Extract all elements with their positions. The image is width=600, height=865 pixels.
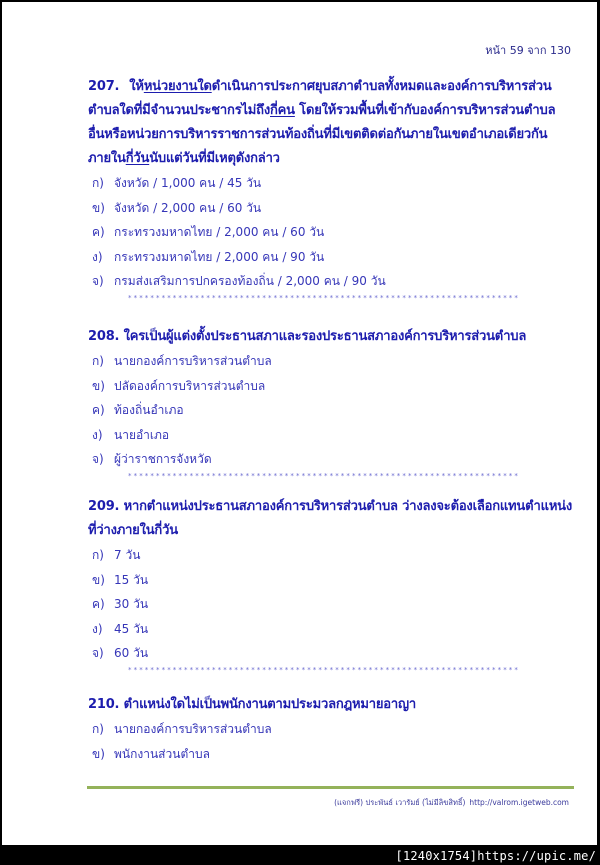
- separator-stars: **********************************************************************: [128, 293, 520, 302]
- option-list: [88, 543, 574, 666]
- option-label: ก): [92, 176, 104, 190]
- option-e: [92, 269, 574, 294]
- option-e: [92, 447, 574, 472]
- question-title: [88, 325, 574, 349]
- title-text: ตำบลใดที่มีจำนวนประชากรไม่ถึง: [88, 103, 270, 118]
- option-label: ค): [92, 597, 105, 611]
- separator-stars: **********************************************************************: [128, 665, 520, 674]
- question-title-line: [88, 99, 574, 123]
- image-watermark: [1240x1754]https://upic.me/: [395, 849, 596, 863]
- question-title-line: [88, 75, 574, 99]
- question-number: 207.: [88, 79, 120, 94]
- title-text: ใครเป็นผู้แต่งตั้งประธานสภาและรองประธานสภาองค์การบริหารส่วนตำบล: [123, 329, 527, 344]
- option-text: กรมส่งเสริมการปกครองท้องถิ่น / 2,000 คน / 90 วัน: [114, 274, 386, 288]
- footer-divider: [87, 786, 574, 789]
- option-label: ง): [92, 427, 103, 442]
- option-text: พนักงานส่วนตำบล: [114, 746, 210, 761]
- title-underlined-text: หน่วยงานใด: [143, 79, 212, 94]
- option-list: [88, 717, 574, 766]
- separator-stars: **********************************************************************: [128, 471, 520, 480]
- option-text: นายอำเภอ: [114, 427, 170, 442]
- question-210: [88, 693, 574, 766]
- option-d: [92, 423, 574, 448]
- footer-url[interactable]: http://valrom.igetweb.com: [469, 798, 569, 807]
- option-text: นายกองค์การบริหารส่วนตำบล: [114, 722, 272, 736]
- option-a: [92, 349, 574, 374]
- question-title: [88, 693, 574, 717]
- title-text: โดยให้รวมพื้นที่เข้ากับองค์การบริหารส่วนตำบล: [294, 103, 556, 118]
- option-label: ข): [92, 200, 105, 215]
- option-label: จ): [92, 646, 104, 660]
- question-207: [88, 75, 574, 303]
- option-label: ข): [92, 746, 105, 761]
- title-text: หากตำแหน่งประธานสภาองค์การบริหารส่วนตำบล ว่างลงจะต้องเลือกแทนตำแหน่ง: [123, 499, 573, 514]
- option-text: กระทรวงมหาดไทย / 2,000 คน / 60 วัน: [114, 225, 325, 239]
- option-c: [92, 398, 574, 423]
- option-text: นายกองค์การบริหารส่วนตำบล: [114, 354, 272, 368]
- option-a: [92, 543, 574, 568]
- title-underlined-text: กี่คน: [270, 103, 295, 118]
- option-d: [92, 617, 574, 642]
- option-list: [88, 171, 574, 294]
- title-text: ให้: [129, 79, 144, 94]
- footer-credit: [334, 797, 569, 809]
- option-text: กระทรวงมหาดไทย / 2,000 คน / 90 วัน: [114, 249, 325, 264]
- option-list: [88, 349, 574, 472]
- question-title-line: ที่ว่างภายในกี่วัน: [88, 523, 178, 538]
- question-number: 209.: [88, 499, 120, 514]
- option-text: 30 วัน: [114, 597, 149, 611]
- option-text: ปลัดองค์การบริหารส่วนตำบล: [114, 378, 266, 393]
- title-text: ดำเนินการประกาศยุบสภาตำบลทั้งหมดและองค์การบริหารส่วน: [211, 79, 552, 94]
- option-d: [92, 245, 574, 270]
- question-number: 210.: [88, 697, 120, 712]
- option-label: ก): [92, 722, 104, 736]
- option-b: [92, 568, 574, 593]
- option-label: ค): [92, 225, 105, 239]
- option-text: 15 วัน: [114, 572, 149, 587]
- option-b: [92, 742, 574, 767]
- title-underlined-text: กี่วัน: [125, 151, 150, 166]
- option-label: จ): [92, 452, 104, 466]
- option-text: จังหวัด / 2,000 คน / 60 วัน: [114, 200, 262, 215]
- option-label: ค): [92, 403, 105, 417]
- option-b: [92, 196, 574, 221]
- option-a: [92, 171, 574, 196]
- title-text: ตำแหน่งใดไม่เป็นพนักงานตามประมวลกฎหมายอาญา: [123, 697, 416, 712]
- option-label: ข): [92, 572, 105, 587]
- option-c: [92, 220, 574, 245]
- option-text: 45 วัน: [114, 621, 149, 636]
- option-a: [92, 717, 574, 742]
- option-label: ก): [92, 354, 104, 368]
- title-text: ภายใน: [88, 151, 126, 166]
- page-indicator: หน้า 59 จาก 130: [485, 44, 571, 57]
- option-label: ง): [92, 249, 103, 264]
- document-page: [2, 2, 597, 845]
- question-209: [88, 495, 574, 675]
- option-label: ง): [92, 621, 103, 636]
- question-208: [88, 325, 574, 481]
- option-label: ก): [92, 548, 104, 562]
- option-b: [92, 374, 574, 399]
- option-c: [92, 592, 574, 617]
- option-text: ผู้ว่าราชการจังหวัด: [114, 452, 212, 466]
- footer-credit-text: (แจกฟรี) ประพันธ์ เวารัมย์ (ไม่มีลิขสิทธิ์): [334, 798, 466, 807]
- question-title-line: [88, 495, 574, 519]
- question-title-line: อื่นหรือหน่วยการบริหารราชการส่วนท้องถิ่นที่มีเขตติดต่อกันภายในเขตอำเภอเดียวกัน: [88, 127, 548, 142]
- option-label: ข): [92, 378, 105, 393]
- option-e: [92, 641, 574, 666]
- question-number: 208.: [88, 329, 120, 344]
- question-title: [88, 495, 574, 543]
- question-title: [88, 75, 574, 171]
- option-text: 7 วัน: [114, 548, 141, 562]
- option-text: 60 วัน: [114, 646, 149, 660]
- title-text: นับแต่วันที่มีเหตุดังกล่าว: [149, 151, 280, 166]
- option-text: ท้องถิ่นอำเภอ: [114, 403, 184, 417]
- option-text: จังหวัด / 1,000 คน / 45 วัน: [114, 176, 262, 190]
- question-title-line: [88, 147, 574, 171]
- option-label: จ): [92, 274, 104, 288]
